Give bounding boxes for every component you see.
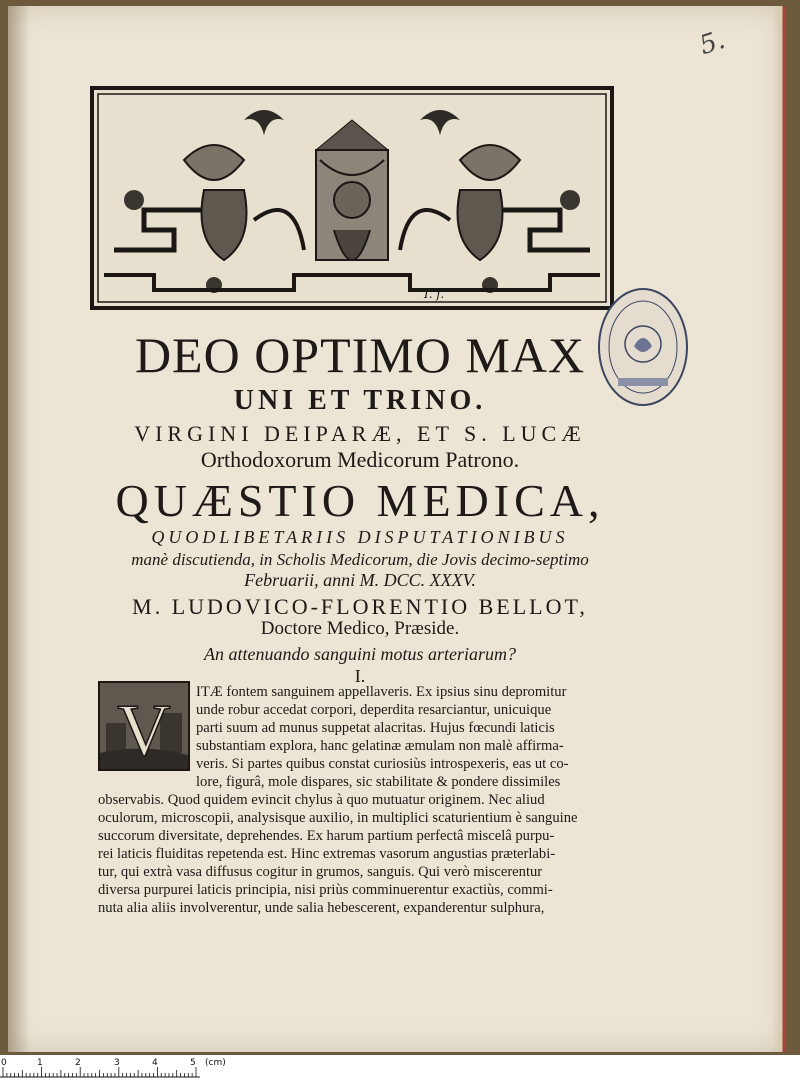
headpiece-ornament — [90, 86, 614, 310]
svg-text:V: V — [117, 690, 171, 769]
svg-text:I. f.: I. f. — [424, 287, 445, 301]
praeses-name: M. LUDOVICO-FLORENTIO BELLOT, — [132, 594, 588, 619]
scale-label-5: 5 — [190, 1058, 196, 1068]
dedication-line-4: Orthodoxorum Medicorum Patrono. — [200, 447, 520, 472]
dedication-line-2: UNI ET TRINO. — [233, 385, 487, 416]
body-line: veris. Si partes quibus constat curiosiùs introspexeris, eas ut co- — [196, 756, 569, 772]
body-line: diversa purpurei laticis principia, nisi priùs comminuerentur exactiùs, commi- — [98, 882, 553, 898]
scale-label-3: 3 — [114, 1058, 120, 1068]
page-edge — [772, 6, 786, 1052]
body-line: observabis. Quod quidem evincit chylus à quo mutuatur originem. Nec aliud — [98, 792, 545, 808]
thesis-subtitle-2: manè discutienda, in Scholis Medicorum, die Jovis decimo-septimo — [131, 550, 589, 569]
thesis-question: An attenuando sanguini motus arteriarum? — [203, 644, 516, 664]
ornament-engraving — [94, 90, 610, 306]
dedication-line-3: VIRGINI DEIPARÆ, ET S. LUCÆ — [134, 421, 586, 446]
body-line: parti suum ad munus suppetat alacritas. Hujus fœcundi laticis — [196, 720, 555, 736]
body-line: ITÆ fontem sanguinem appellaveris. Ex ipsius sinu depromitur — [196, 684, 567, 700]
measurement-scale — [0, 1055, 800, 1085]
thesis-date: Februarii, anni M. DCC. XXXV. — [244, 570, 476, 590]
scale-label-0: 0 — [1, 1058, 7, 1068]
scale-label-4: 4 — [152, 1058, 158, 1068]
scale-unit: (cm) — [205, 1058, 226, 1068]
body-line: succorum diversitate, deprehendes. Ex harum partium perfectâ miscelâ purpu- — [98, 828, 555, 844]
gutter-shadow — [8, 6, 30, 1052]
body-line: tur, qui extrà vasa diffusus cogitur in grumos, sanguis. Qui verò miscerentur — [98, 864, 543, 880]
body-line: unde robur accedat corpori, deperdita resarciantur, unicuique — [196, 702, 552, 718]
body-line: rei laticis fluiditas repetenda est. Hinc extremas vasorum angustias præterlabi- — [98, 846, 556, 862]
thesis-subtitle-1: QUODLIBETARIIS DISPUTATIONIBUS — [151, 527, 569, 547]
scale-ruler — [0, 1055, 800, 1085]
body-line: lore, figurâ, mole dispares, sic stabilitate & pondere dissimiles — [196, 774, 561, 790]
decorated-initial — [98, 681, 190, 771]
initial-letter-engraving — [100, 683, 188, 769]
folio-number: 5. — [695, 24, 729, 62]
body-line: oculorum, microscopii, analysisque auxilio, in multiplici scaturientium è sanguine — [98, 810, 578, 826]
scale-label-2: 2 — [75, 1058, 81, 1068]
section-number: I. — [354, 666, 366, 686]
dedication-line-1: DEO OPTIMO MAX — [134, 327, 586, 383]
scale-label-1: 1 — [37, 1058, 43, 1068]
body-line: nuta alia aliis involverentur, unde salia hebescerent, expanderentur sulphura, — [98, 900, 545, 916]
body-line: substantiam explora, hanc gelatinæ æmulam non malè affirma- — [196, 738, 564, 754]
praeses-role: Doctore Medico, Præside. — [260, 618, 460, 639]
thesis-title: QUÆSTIO MEDICA, — [115, 475, 605, 526]
